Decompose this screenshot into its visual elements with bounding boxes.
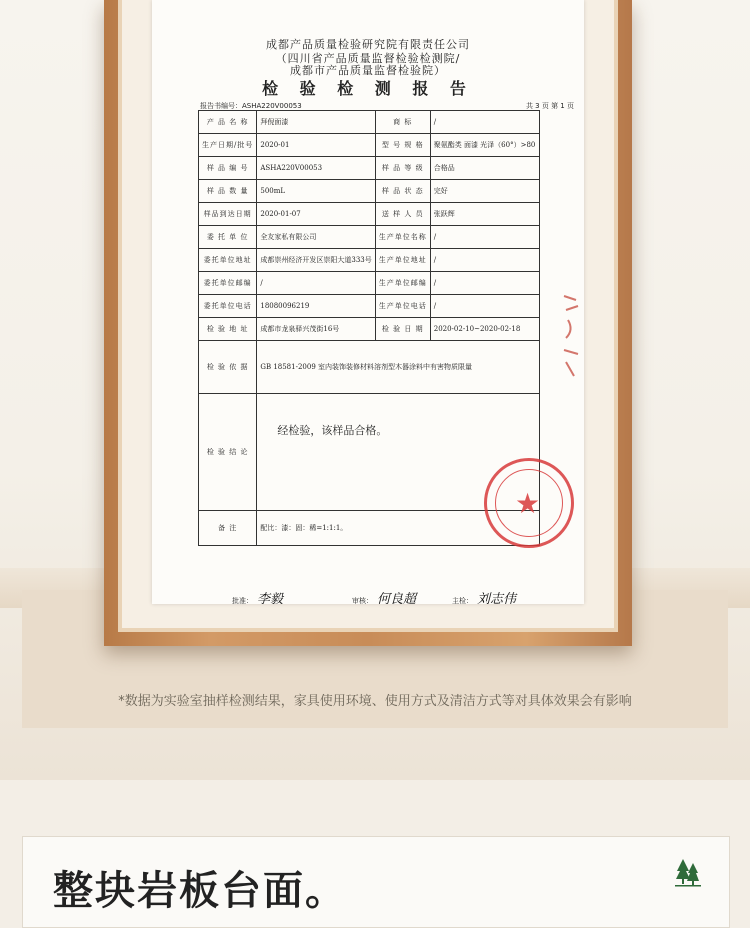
row-label: 型 号 规 格 [375,134,430,157]
table-row [199,249,540,272]
review-sig: 何良超 [377,592,417,607]
report-title: 检 验 检 测 报 告 [262,79,474,98]
row-value: / [430,226,539,249]
review-signature [352,588,416,607]
test-signature [452,588,516,607]
row-value: 张跃辉 [430,203,539,226]
conclusion-label: 检 验 结 论 [199,394,257,511]
table-row [199,111,540,134]
row-label: 检 验 日 期 [375,318,430,341]
report-number: 报告书编号：ASHA220V00053 [200,102,302,110]
row-label: 产 品 名 称 [199,111,257,134]
row-label: 样 品 数 量 [199,180,257,203]
row-value: 合格品 [430,157,539,180]
row-value: 成都崇州经济开发区崇阳大道333号 [257,249,375,272]
approve-sig: 李毅 [257,592,284,607]
row-value: 2020-01-07 [257,203,375,226]
row-value: / [430,111,539,134]
row-value: 成都市龙泉驿兴茂街16号 [257,318,375,341]
row-label: 样 品 等 级 [375,157,430,180]
row-label: 样 品 编 号 [199,157,257,180]
side-seal-icon [560,290,582,380]
org-line-3: 成都市产品质量监督检验院） [290,64,446,77]
table-row [199,318,540,341]
side-seal-mark [560,290,582,380]
frame-inner [118,0,618,632]
conclusion-value: 经检验，该样品合格。 [257,394,540,511]
table-row [199,203,540,226]
test-label: 主检： [452,597,473,605]
approve-signature [232,588,283,607]
row-label: 生产日期/批号 [199,134,257,157]
row-value: ASHA220V00053 [257,157,375,180]
row-label: 生产单位电话 [375,295,430,318]
basis-value: GB 18581-2009 室内装饰装修材料溶剂型木器涂料中有害物质限量 [257,341,540,394]
row-label: 送 样 人 员 [375,203,430,226]
row-value: 全友家私有限公司 [257,226,375,249]
row-value: / [430,249,539,272]
section-title: 整块岩板台面。 [53,868,347,914]
org-line-1: 成都产品质量检验研究院有限责任公司 [266,38,470,51]
row-label: 委 托 单 位 [199,226,257,249]
picture-frame [104,0,632,646]
basis-label: 检 验 依 据 [199,341,257,394]
row-label: 样 品 状 态 [375,180,430,203]
review-label: 审核： [352,597,373,605]
table-row [199,134,540,157]
row-label: 生产单位邮编 [375,272,430,295]
row-value: 完好 [430,180,539,203]
table-row [199,226,540,249]
table-row [199,295,540,318]
section-header-card [22,836,730,928]
table-row [199,157,540,180]
table-row [199,180,540,203]
row-label: 样品到达日期 [199,203,257,226]
org-line-2: （四川省产品质量监督检验检测院/ [275,52,461,65]
disclaimer-text: *数据为实验室抽样检测结果，家具使用环境、使用方式及清洁方式等对具体效果会有影响 [118,694,632,709]
tree-icon [675,857,701,887]
row-value: 2020-02-10~2020-02-18 [430,318,539,341]
table-row [199,272,540,295]
row-value: 500mL [257,180,375,203]
row-value: 2020-01 [257,134,375,157]
approve-label: 批准： [232,597,253,605]
official-seal [484,458,574,548]
row-label: 委托单位地址 [199,249,257,272]
row-value: 拜倪面漆 [257,111,375,134]
row-label: 检 验 地 址 [199,318,257,341]
star-icon: ★ [515,487,541,520]
row-value: 聚氨酯类 面漆 光泽（60°）>80 [430,134,539,157]
remarks-label: 备 注 [199,511,257,546]
row-label: 生产单位名称 [375,226,430,249]
row-value: / [430,295,539,318]
test-sig: 刘志伟 [477,592,517,607]
row-label: 生产单位地址 [375,249,430,272]
row-label: 委托单位邮编 [199,272,257,295]
row-label: 委托单位电话 [199,295,257,318]
frame-mat [122,0,614,628]
table-row-basis [199,341,540,394]
report-document [152,0,584,607]
row-value: 18080096219 [257,295,375,318]
page-count: 共 3 页 第 1 页 [525,102,574,110]
remarks-value: 配比：漆：固：稀=1:1:1。 [257,511,540,546]
row-value: / [430,272,539,295]
row-value: / [257,272,375,295]
row-label: 商 标 [375,111,430,134]
